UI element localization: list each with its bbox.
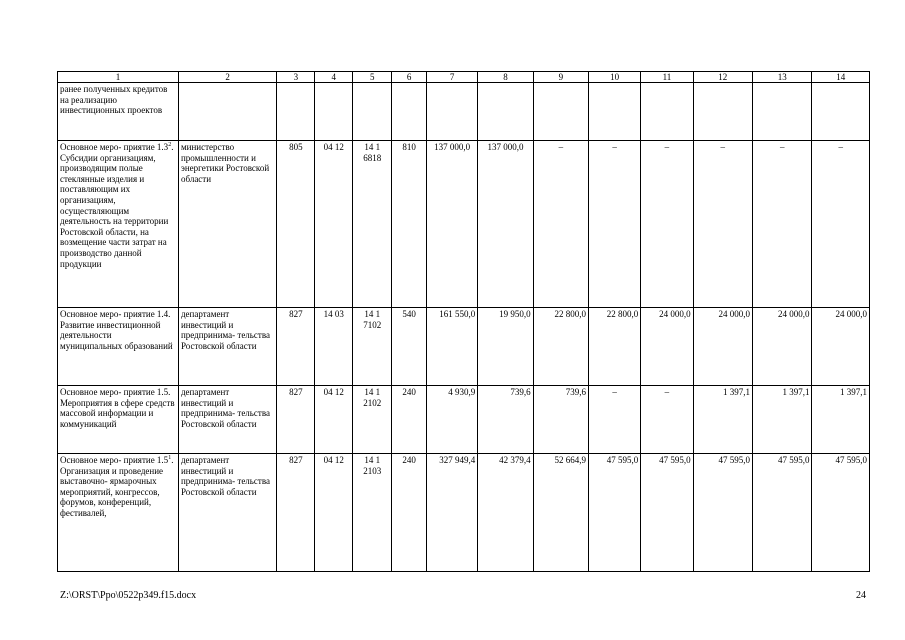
executor: департамент инвестиций и предпринима- тельства Ростовской области: [178, 454, 276, 572]
year-amount: 739,6: [533, 386, 588, 454]
vr-code: 810: [392, 141, 427, 308]
table-row: [58, 83, 870, 141]
activity-name: Основное меро- приятие 1.5. Мероприятия в сфере средств массовой информации и коммуникаций: [58, 386, 179, 454]
year-amount: 24 000,0: [812, 308, 870, 386]
column-number: 7: [427, 72, 478, 83]
year-amount: 1 397,1: [693, 386, 752, 454]
table-row: [58, 454, 870, 572]
year-amount: 22 800,0: [533, 308, 588, 386]
table-cell: [589, 83, 641, 141]
activity-name: Основное меро- приятие $1.5^1$. Организация и проведение выставочно- ярмарочных мероприятий, конгрессов, форумов, конференций, фестивалей,: [58, 454, 179, 572]
csr-code: 14 1 2103: [353, 454, 392, 572]
year-amount: 1 397,1: [812, 386, 870, 454]
column-number: 2: [178, 72, 276, 83]
year-amount: 1 397,1: [753, 386, 812, 454]
column-number: 5: [353, 72, 392, 83]
year-amount: –: [589, 386, 641, 454]
year-amount: –: [812, 141, 870, 308]
column-number: 11: [641, 72, 693, 83]
column-number: 10: [589, 72, 641, 83]
activity-name: Основное меро- приятие $1.3^2$. Субсидии организациям, производящим полые стеклянные изделия и поставляющим их организациям, осуществляющим деятельность на территории Ростовской области, на возмещение части затрат на производство данной продукции: [58, 141, 179, 308]
year-amount: –: [589, 141, 641, 308]
year-amount: –: [641, 386, 693, 454]
executor: [178, 83, 276, 141]
document-file-path: Z:\ORST\Ppo\0522p349.f15.docx: [60, 590, 197, 601]
vr-code: 540: [392, 308, 427, 386]
total-amount: 137 000,0: [427, 141, 478, 308]
column-number: 13: [753, 72, 812, 83]
table-cell: [353, 83, 392, 141]
csr-code: 14 1 6818: [353, 141, 392, 308]
executor: департамент инвестиций и предпринима- тельства Ростовской области: [178, 386, 276, 454]
year-amount: –: [693, 141, 752, 308]
activity-name: ранее полученных кредитов на реализацию инвестиционных проектов: [58, 83, 179, 141]
budget-table: [57, 71, 870, 572]
column-number: 14: [812, 72, 870, 83]
year-amount: 47 595,0: [753, 454, 812, 572]
table-cell: [427, 83, 478, 141]
column-number: 1: [58, 72, 179, 83]
total-amount: 4 930,9: [427, 386, 478, 454]
table-cell: [277, 83, 315, 141]
year-amount: 47 595,0: [812, 454, 870, 572]
year-amount: 739,6: [478, 386, 533, 454]
table-cell: [533, 83, 588, 141]
column-number: 8: [478, 72, 533, 83]
table-row: [58, 141, 870, 308]
executor: министерство промышленности и энергетики Ростовской области: [178, 141, 276, 308]
year-amount: 24 000,0: [753, 308, 812, 386]
executor: департамент инвестиций и предпринима- тельства Ростовской области: [178, 308, 276, 386]
year-amount: 47 595,0: [589, 454, 641, 572]
table-cell: [478, 83, 533, 141]
year-amount: 24 000,0: [693, 308, 752, 386]
grbs-code: 827: [277, 308, 315, 386]
year-amount: 22 800,0: [589, 308, 641, 386]
table-row: [58, 386, 870, 454]
grbs-code: 827: [277, 454, 315, 572]
column-number: 4: [315, 72, 353, 83]
csr-code: 14 1 2102: [353, 386, 392, 454]
page-number: 24: [856, 590, 866, 601]
table-row: [58, 308, 870, 386]
grbs-code: 805: [277, 141, 315, 308]
table-cell: [812, 83, 870, 141]
column-number: 3: [277, 72, 315, 83]
grbs-code: 827: [277, 386, 315, 454]
column-number-row: [58, 72, 870, 83]
year-amount: 47 595,0: [693, 454, 752, 572]
vr-code: 240: [392, 454, 427, 572]
table-cell: [753, 83, 812, 141]
column-number: 12: [693, 72, 752, 83]
year-amount: 47 595,0: [641, 454, 693, 572]
total-amount: 161 550,0: [427, 308, 478, 386]
year-amount: 137 000,0: [478, 141, 533, 308]
csr-code: 14 1 7102: [353, 308, 392, 386]
year-amount: 24 000,0: [641, 308, 693, 386]
rzpr-code: 14 03: [315, 308, 353, 386]
vr-code: 240: [392, 386, 427, 454]
year-amount: –: [753, 141, 812, 308]
column-number: 9: [533, 72, 588, 83]
year-amount: 52 664,9: [533, 454, 588, 572]
total-amount: 327 949,4: [427, 454, 478, 572]
activity-name: Основное меро- приятие 1.4. Развитие инвестиционной деятельности муниципальных образований: [58, 308, 179, 386]
column-number: 6: [392, 72, 427, 83]
rzpr-code: 04 12: [315, 141, 353, 308]
rzpr-code: 04 12: [315, 386, 353, 454]
table-cell: [315, 83, 353, 141]
year-amount: –: [641, 141, 693, 308]
year-amount: 42 379,4: [478, 454, 533, 572]
footnote-mark: 1: [168, 455, 172, 461]
footnote-mark: 2: [168, 142, 172, 148]
rzpr-code: 04 12: [315, 454, 353, 572]
year-amount: –: [533, 141, 588, 308]
table-cell: [693, 83, 752, 141]
table-cell: [392, 83, 427, 141]
year-amount: 19 950,0: [478, 308, 533, 386]
table-cell: [641, 83, 693, 141]
